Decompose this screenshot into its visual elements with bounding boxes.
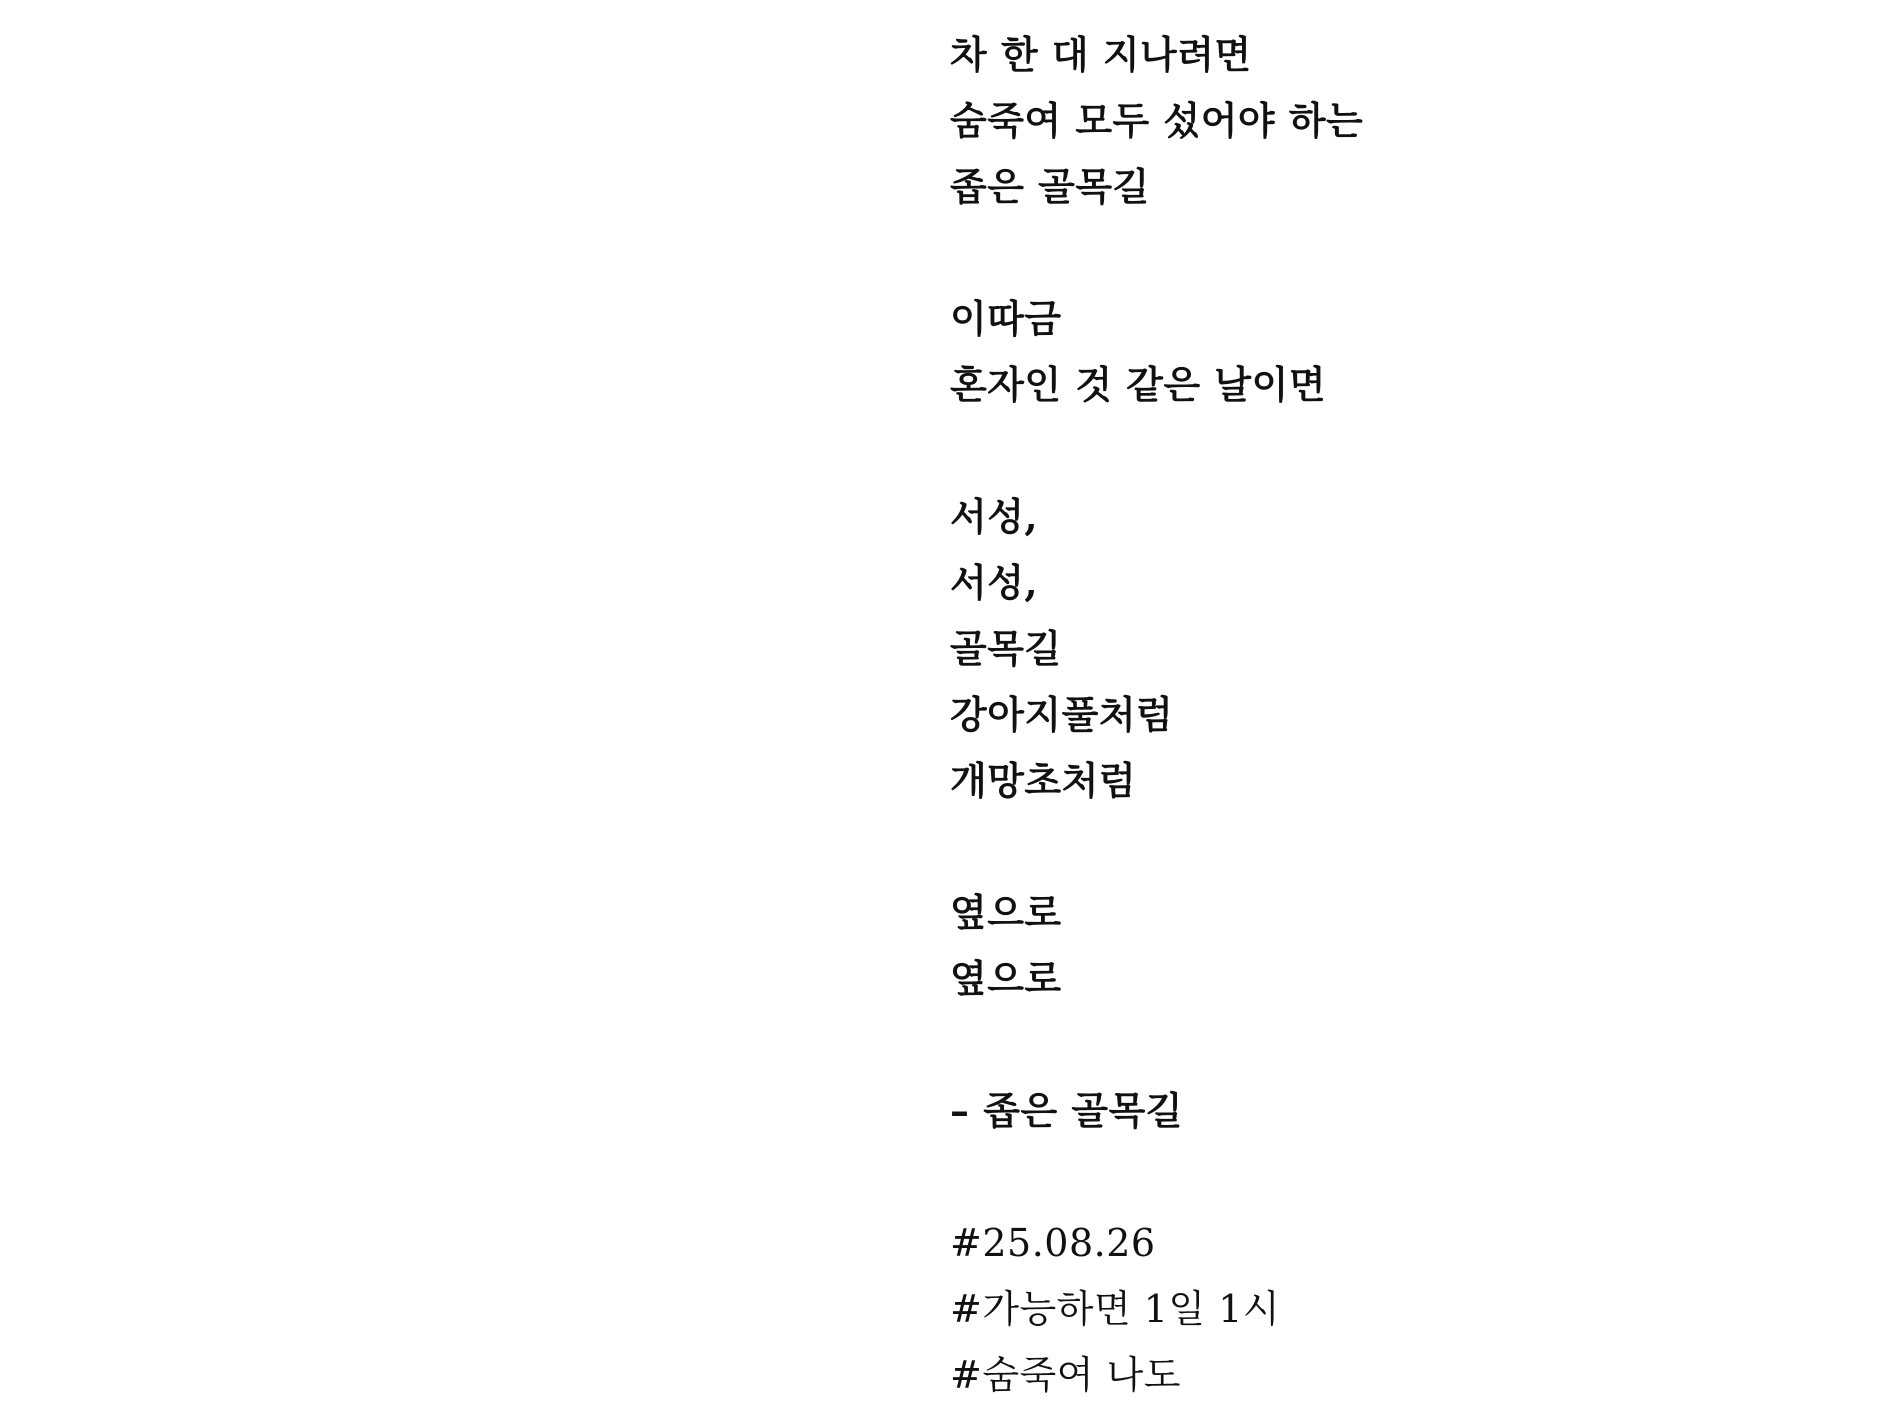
stanza-2 xyxy=(950,286,1850,418)
poem-line: 서성, xyxy=(950,560,1039,605)
poem-title-signature: – 좁은 골목길 xyxy=(950,1088,1183,1133)
poem xyxy=(950,22,1850,1408)
poem-line: 개망초처럼 xyxy=(950,758,1137,803)
poem-line: 옆으로 xyxy=(950,890,1062,935)
hashtag: #25.08.26 xyxy=(950,1221,1156,1265)
poem-line: 서성, xyxy=(950,494,1039,539)
hashtag: #가능하면 1일 1시 xyxy=(950,1287,1281,1331)
poem-line: 차 한 대 지나려면 xyxy=(950,32,1252,77)
hashtag: #숨죽여 나도 xyxy=(950,1353,1181,1397)
poem-line: 강아지풀처럼 xyxy=(950,692,1174,737)
stanza-3 xyxy=(950,484,1850,814)
poem-line: 숨죽여 모두 섰어야 하는 xyxy=(950,98,1364,143)
poem-signature xyxy=(950,1078,1850,1144)
poem-line: 이따금 xyxy=(950,296,1062,341)
poem-line: 옆으로 xyxy=(950,956,1062,1001)
poem-line: 좁은 골목길 xyxy=(950,164,1150,209)
hashtag-list xyxy=(950,1210,1850,1408)
poem-line: 골목길 xyxy=(950,626,1062,671)
stanza-4 xyxy=(950,880,1850,1012)
poem-line: 혼자인 것 같은 날이면 xyxy=(950,362,1327,407)
stanza-1 xyxy=(950,22,1850,220)
